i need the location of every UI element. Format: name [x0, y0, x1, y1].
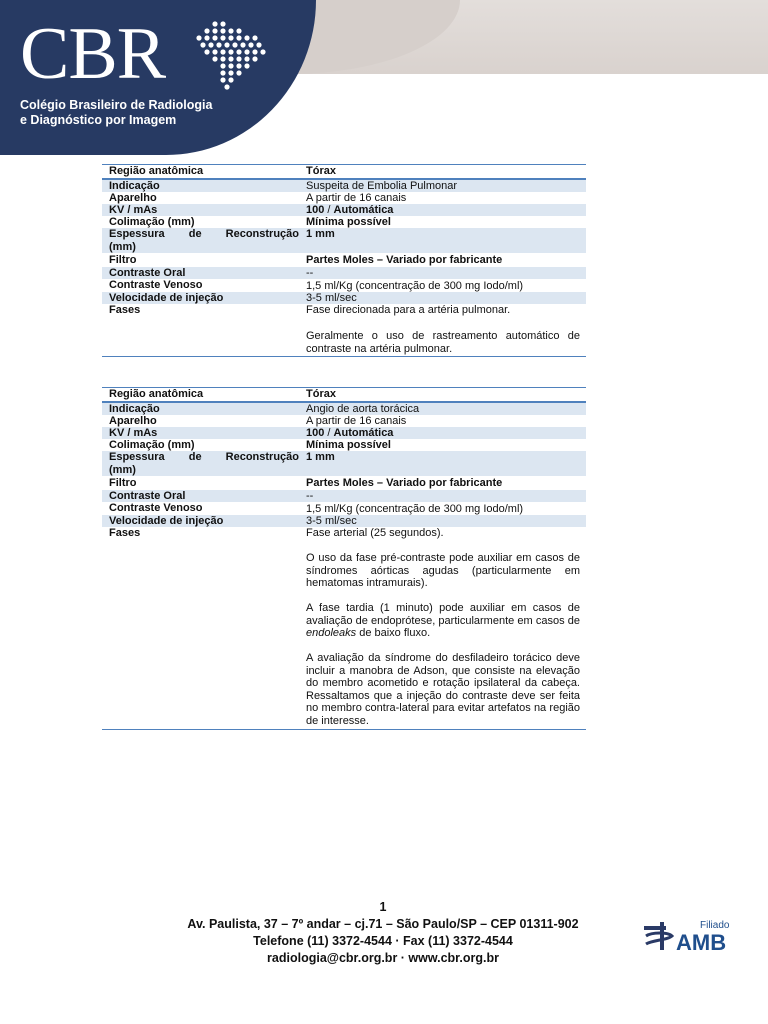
table-row: Fases Fase direcionada para a artéria pulmonar. Geralmente o uso de rastreamento automático de contraste na artéria pulmonar.: [109, 304, 580, 355]
svg-text:Filiado: Filiado: [700, 920, 730, 931]
table-row: Filtro Partes Moles – Variado por fabricante: [109, 254, 503, 266]
page-number: 1: [379, 900, 387, 914]
table-row: Espessura de Reconstrução (mm) 1 mm: [102, 228, 586, 253]
amb-emblem-icon: [638, 916, 736, 956]
cbr-logo-text: CBR: [20, 13, 166, 95]
table-row: Colimação (mm) Mínima possível: [109, 439, 391, 451]
table-row: KV / mAs 100 / Automática: [102, 427, 586, 439]
table-row: Espessura de Reconstrução (mm) 1 mm: [102, 451, 586, 476]
amb-logo: [638, 916, 736, 961]
org-name-line2: e Diagnóstico por Imagem: [20, 113, 177, 127]
table-row: Região anatômica Tórax: [109, 388, 336, 400]
table-row: Região anatômica Tórax: [109, 165, 336, 177]
table-row: Velocidade de injeção 3-5 ml/sec: [102, 292, 586, 304]
table-row: Aparelho A partir de 16 canais: [109, 415, 407, 427]
table-row: KV / mAs 100 / Automática: [102, 204, 586, 216]
table-row: Colimação (mm) Mínima possível: [109, 216, 391, 228]
svg-text:AMB: AMB: [676, 930, 727, 955]
footer-phone: Telefone (11) 3372-4544 · Fax (11) 3372-4544: [253, 934, 513, 948]
footer-address: Av. Paulista, 37 – 7º andar – cj.71 – São Paulo/SP – CEP 01311-902: [187, 917, 579, 931]
table-row: Velocidade de injeção 3-5 ml/sec: [102, 515, 586, 527]
table-row: Contraste Venoso 1,5 ml/Kg (concentração de 300 mg Iodo/ml): [109, 502, 524, 515]
brazil-map-icon: [193, 20, 269, 92]
table-row: Contraste Oral --: [102, 490, 586, 502]
table-row: Contraste Venoso 1,5 ml/Kg (concentração de 300 mg Iodo/ml): [109, 279, 524, 292]
table-row: Aparelho A partir de 16 canais: [109, 192, 407, 204]
table-row: Filtro Partes Moles – Variado por fabricante: [109, 477, 503, 489]
table-row: Fases Fase arterial (25 segundos). O uso da fase pré-contraste pode auxiliar em casos de síndromes aórticas agudas (particularmente em hematomas intramurais). A fase tardia (1 minuto) pode auxiliar em casos de avaliação de endoprótese, particularmente em casos de endoleaks de baixo fluxo. A avaliação da síndrome do desfiladeiro torácico deve incluir a manobra de Adson, que consiste na elevação do membro acometido e rotação ipsilateral da cabeça. Ressaltamos que a injeção do contraste deve ser feita no membro contra-lateral para evitar artefatos na região de interesse.: [109, 527, 580, 727]
footer-contact[interactable]: radiologia@cbr.org.br · www.cbr.org.br: [267, 951, 499, 965]
table-row: Indicação Suspeita de Embolia Pulmonar: [102, 180, 586, 192]
table-row: Indicação Angio de aorta torácica: [102, 403, 586, 415]
table-row: Contraste Oral --: [102, 267, 586, 279]
org-name-line1: Colégio Brasileiro de Radiologia: [20, 98, 213, 112]
